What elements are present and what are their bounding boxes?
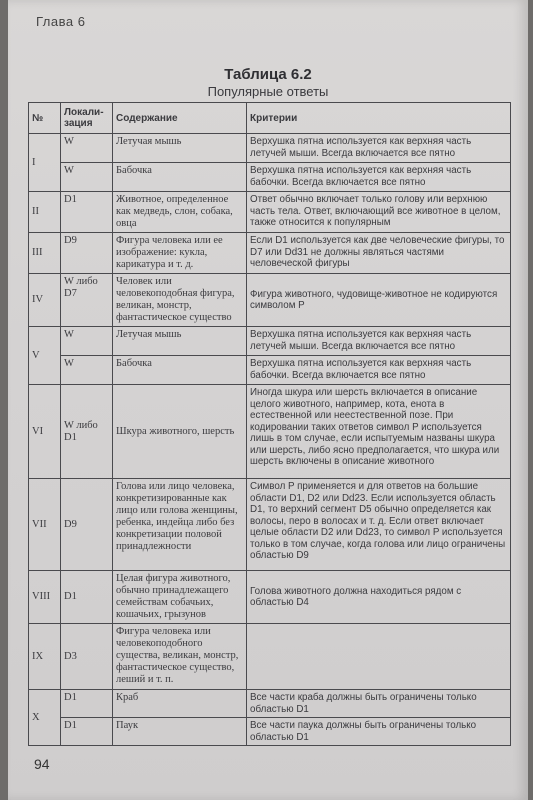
criteria-cell: Все части паука должны быть ограничены только областью D1 xyxy=(247,718,511,746)
location-cell: W либо D7 xyxy=(61,274,113,327)
table-row xyxy=(29,718,511,746)
card-number: II xyxy=(29,192,61,233)
table-row xyxy=(29,690,511,718)
criteria-cell: Верхушка пятна используется как верхняя часть летучей мыши. Всегда включается все пятно xyxy=(247,327,511,356)
content-cell: Бабочка xyxy=(113,163,247,192)
location-cell: W xyxy=(61,356,113,385)
criteria-cell: Голова животного должна находиться рядом с областью D4 xyxy=(247,571,511,624)
location-cell: D9 xyxy=(61,233,113,274)
content-cell: Человек или человекоподобная фигура, великан, монстр, фантастическое существо xyxy=(113,274,247,327)
content-cell: Шкура животного, шерсть xyxy=(113,385,247,479)
location-cell: D3 xyxy=(61,624,113,690)
card-number: VII xyxy=(29,479,61,571)
content-cell: Бабочка xyxy=(113,356,247,385)
card-number: IX xyxy=(29,624,61,690)
table-row xyxy=(29,356,511,385)
page-number: 94 xyxy=(34,756,50,772)
criteria-cell xyxy=(247,624,511,690)
criteria-cell: Верхушка пятна используется как верхняя часть бабочки. Всегда включается все пятно xyxy=(247,356,511,385)
content-cell: Животное, определенное как медведь, слон, собака, овца xyxy=(113,192,247,233)
table-row xyxy=(29,163,511,192)
location-cell: W xyxy=(61,134,113,163)
popular-responses-table xyxy=(28,102,511,746)
content-cell: Фигура человека или ее изображение: кукла, карикатура и т. д. xyxy=(113,233,247,274)
card-number: III xyxy=(29,233,61,274)
table-title: Таблица 6.2 xyxy=(224,66,312,83)
content-cell: Фигура человека или человекоподобного существа, великан, монстр, фантастическое существо, леший и т. п. xyxy=(113,624,247,690)
table-row xyxy=(29,233,511,274)
book-page xyxy=(8,0,528,800)
table-row xyxy=(29,327,511,356)
table-row xyxy=(29,134,511,163)
content-cell: Целая фигура животного, обычно принадлежащего семействам собачьих, кошачьих, грызунов xyxy=(113,571,247,624)
location-cell: W либо D1 xyxy=(61,385,113,479)
card-number: IV xyxy=(29,274,61,327)
header-content: Содержание xyxy=(113,103,247,134)
location-cell: W xyxy=(61,327,113,356)
table-row xyxy=(29,192,511,233)
table-row xyxy=(29,624,511,690)
table-row xyxy=(29,385,511,479)
criteria-cell: Символ P применяется и для ответов на большие области D1, D2 или Dd23. Если используется область D1, то верхний сегмент D5 обычно определяется как волосы, перо в волосах и т. д. Если ответ включает целые области D2 или Dd23, то символ P используется только в том случае, когда голова или лицо ограничены областью D9 xyxy=(247,479,511,571)
card-number: VIII xyxy=(29,571,61,624)
criteria-cell: Иногда шкура или шерсть включается в описание целого животного, например, кота, енота в естественной или неестественной позе. При кодировании таких ответов символ P используется лишь в том случае, если испытуемым названы шкура или шерсть, либо ясно предполагается, что шкура или шерсть включены в описание животного xyxy=(247,385,511,479)
card-number: I xyxy=(29,134,61,192)
content-cell: Краб xyxy=(113,690,247,718)
card-number: X xyxy=(29,690,61,746)
location-cell: D1 xyxy=(61,690,113,718)
table-row xyxy=(29,571,511,624)
header-crit: Критерии xyxy=(247,103,511,134)
criteria-cell: Верхушка пятна используется как верхняя часть бабочки. Всегда включается все пятно xyxy=(247,163,511,192)
criteria-cell: Верхушка пятна используется как верхняя часть летучей мыши. Всегда включается все пятно xyxy=(247,134,511,163)
content-cell: Голова или лицо человека, конкретизированные как лицо или голова женщины, ребенка, индейца либо без конкретизации половой принадлежности xyxy=(113,479,247,571)
criteria-cell: Если D1 используется как две человеческие фигуры, то D7 или Dd31 не должны являться частями человеческой фигуры xyxy=(247,233,511,274)
content-cell: Летучая мышь xyxy=(113,327,247,356)
running-head: Глава 6 xyxy=(36,14,86,29)
table-header-row xyxy=(29,103,511,134)
location-cell: D9 xyxy=(61,479,113,571)
table-row xyxy=(29,479,511,571)
location-cell: D1 xyxy=(61,571,113,624)
table-subtitle: Популярные ответы xyxy=(207,84,329,99)
header-loc: Локали-зация xyxy=(61,103,113,134)
card-number: VI xyxy=(29,385,61,479)
header-num: № xyxy=(29,103,61,134)
criteria-cell: Ответ обычно включает только голову или верхнюю часть тела. Ответ, включающий все животное в целом, также относится к популярным xyxy=(247,192,511,233)
location-cell: D1 xyxy=(61,718,113,746)
criteria-cell: Фигура животного, чудовище-животное не кодируются символом P xyxy=(247,274,511,327)
table-row xyxy=(29,274,511,327)
location-cell: W xyxy=(61,163,113,192)
location-cell: D1 xyxy=(61,192,113,233)
content-cell: Летучая мышь xyxy=(113,134,247,163)
content-cell: Паук xyxy=(113,718,247,746)
criteria-cell: Все части краба должны быть ограничены только областью D1 xyxy=(247,690,511,718)
card-number: V xyxy=(29,327,61,385)
